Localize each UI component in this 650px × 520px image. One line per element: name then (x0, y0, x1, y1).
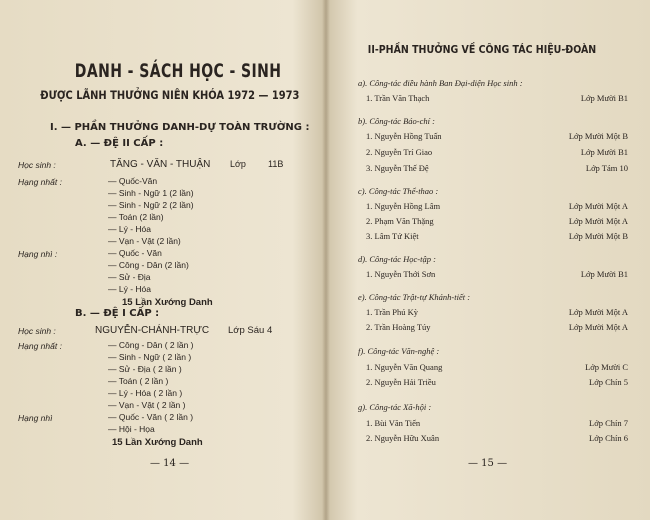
entry-name: 2. Nguyễn Hải Triều (366, 377, 436, 387)
entry-name: 1. Trần Văn Thạch (366, 93, 430, 103)
student-a-class: 11B (268, 159, 284, 169)
list-item: — Công - Dân (2 lần) (108, 260, 189, 270)
section-heading-2: II-PHẦN THƯỞNG VỀ CÔNG TÁC HIỆU-ĐOÀN (367, 44, 597, 56)
entry-class: Lớp Mười Một A (568, 216, 628, 226)
entry-name: 1. Trần Phú Kỳ (366, 307, 418, 317)
subsection-title: c). Công-tác Thể-thao : (358, 186, 439, 196)
entry-class: Lớp Mười Một B (568, 131, 628, 141)
list-item: — Quốc-Văn (108, 176, 158, 186)
list-item: — Sinh - Ngữ 1 (2 lần) (108, 188, 194, 198)
subsection-title: f). Công-tác Văn-nghệ : (358, 346, 440, 356)
list-item: — Quốc - Văn ( 2 lần ) (108, 412, 194, 422)
entry-class: Lớp Mười Một B (568, 231, 628, 241)
entry-name: 2. Phạm Văn Thặng (366, 216, 434, 226)
student-a-label: Học sinh : (18, 160, 56, 170)
entry-class: Lớp Chín 7 (589, 418, 628, 428)
subsection-title: b). Công-tác Báo-chí : (358, 116, 435, 126)
entry-class: Lớp Mười B1 (580, 269, 628, 279)
page-subtitle: ĐƯỢC LÃNH THƯỞNG NIÊN KHÓA 1972 — 1973 (40, 88, 300, 102)
entry-class: Lớp Chín 5 (589, 377, 628, 387)
page-number: — 15 — (468, 458, 508, 469)
entry-class: Lớp Mười Một A (568, 201, 628, 211)
rank2b-label: Hạng nhì (18, 413, 53, 423)
list-item: — Toán (2 lần) (108, 212, 164, 222)
entry-name: 1. Nguyễn Hồng Lâm (366, 201, 441, 211)
entry-class: Lớp Mười B1 (580, 93, 628, 103)
list-item: — Sử - Địa ( 2 lần ) (108, 364, 182, 374)
page-number: — 14 — (150, 458, 190, 469)
entry-class: Lớp Chín 6 (589, 433, 628, 443)
entry-class: Lớp Mười Một A (568, 307, 628, 317)
entry-name: 1. Bùi Văn Tiến (366, 418, 421, 428)
subsection-title: e). Công-tác Trật-tự Khánh-tiết : (358, 292, 471, 302)
entry-class: Lớp Mười C (585, 362, 628, 372)
total-b: 15 Lần Xướng Danh (112, 437, 203, 448)
subsection-title: d). Công-tác Học-tập : (358, 254, 436, 264)
rank1-label: Hạng nhất : (18, 177, 62, 187)
entry-name: 1. Nguyễn Văn Quang (366, 362, 443, 372)
entry-class: Lớp Mười B1 (580, 147, 628, 157)
list-item: — Lý - Hóa (108, 224, 151, 234)
part-a-heading: A. — ĐỆ II CẤP : (75, 138, 164, 149)
list-item: — Toán ( 2 lần ) (108, 376, 169, 386)
total-a: 15 Lần Xướng Danh (122, 297, 213, 308)
list-item: — Công - Dân ( 2 lần ) (108, 340, 194, 350)
student-b-name: NGUYỄN-CHÁNH-TRỰC (95, 325, 210, 336)
list-item: — Vạn - Vật ( 2 lần ) (108, 400, 186, 410)
list-item: — Sinh - Ngữ 2 (2 lần) (108, 200, 194, 210)
list-item: — Hội - Họa (108, 424, 155, 434)
entry-name: 3. Nguyễn Thế Đệ (366, 163, 429, 173)
student-b-label: Học sinh : (18, 326, 56, 336)
student-a-class-label: Lớp (230, 159, 246, 169)
rank2-label: Hạng nhì : (18, 249, 58, 259)
entry-class: Lớp Mười Một A (568, 322, 628, 332)
list-item: — Sinh - Ngữ ( 2 lần ) (108, 352, 192, 362)
entry-name: 1. Nguyễn Thới Sơn (366, 269, 436, 279)
entry-name: 2. Trần Hoàng Túy (366, 322, 431, 332)
subsection-title: a). Công-tác điều hành Ban Đại-diện Học sinh : (358, 78, 523, 88)
list-item: — Vạn - Vật (2 lần) (108, 236, 181, 246)
entry-name: 3. Lâm Tứ Kiệt (366, 231, 419, 241)
part-b-heading: B. — ĐỆ I CẤP : (75, 308, 160, 319)
list-item: — Lý - Hóa ( 2 lần ) (108, 388, 183, 398)
rank1b-label: Hạng nhất : (18, 341, 62, 351)
list-item: — Quốc - Văn (108, 248, 162, 258)
section-heading-1: I. — PHẦN THƯỞNG DANH-DỰ TOÀN TRƯỜNG : (50, 122, 310, 133)
entry-name: 2. Nguyễn Hữu Xuân (366, 433, 440, 443)
right-page (328, 0, 650, 520)
student-a-name: TĂNG - VĂN - THUẬN (110, 159, 211, 170)
subsection-title: g). Công-tác Xã-hội : (358, 402, 432, 412)
entry-name: 1. Nguyễn Hồng Tuấn (366, 131, 442, 141)
list-item: — Sử - Địa (108, 272, 151, 282)
entry-name: 2. Nguyễn Trí Giao (366, 147, 433, 157)
student-b-class: Lớp Sáu 4 (228, 325, 273, 336)
entry-class: Lớp Tám 10 (585, 163, 628, 173)
page-title: DANH - SÁCH HỌC - SINH (74, 60, 282, 82)
list-item: — Lý - Hóa (108, 284, 151, 294)
